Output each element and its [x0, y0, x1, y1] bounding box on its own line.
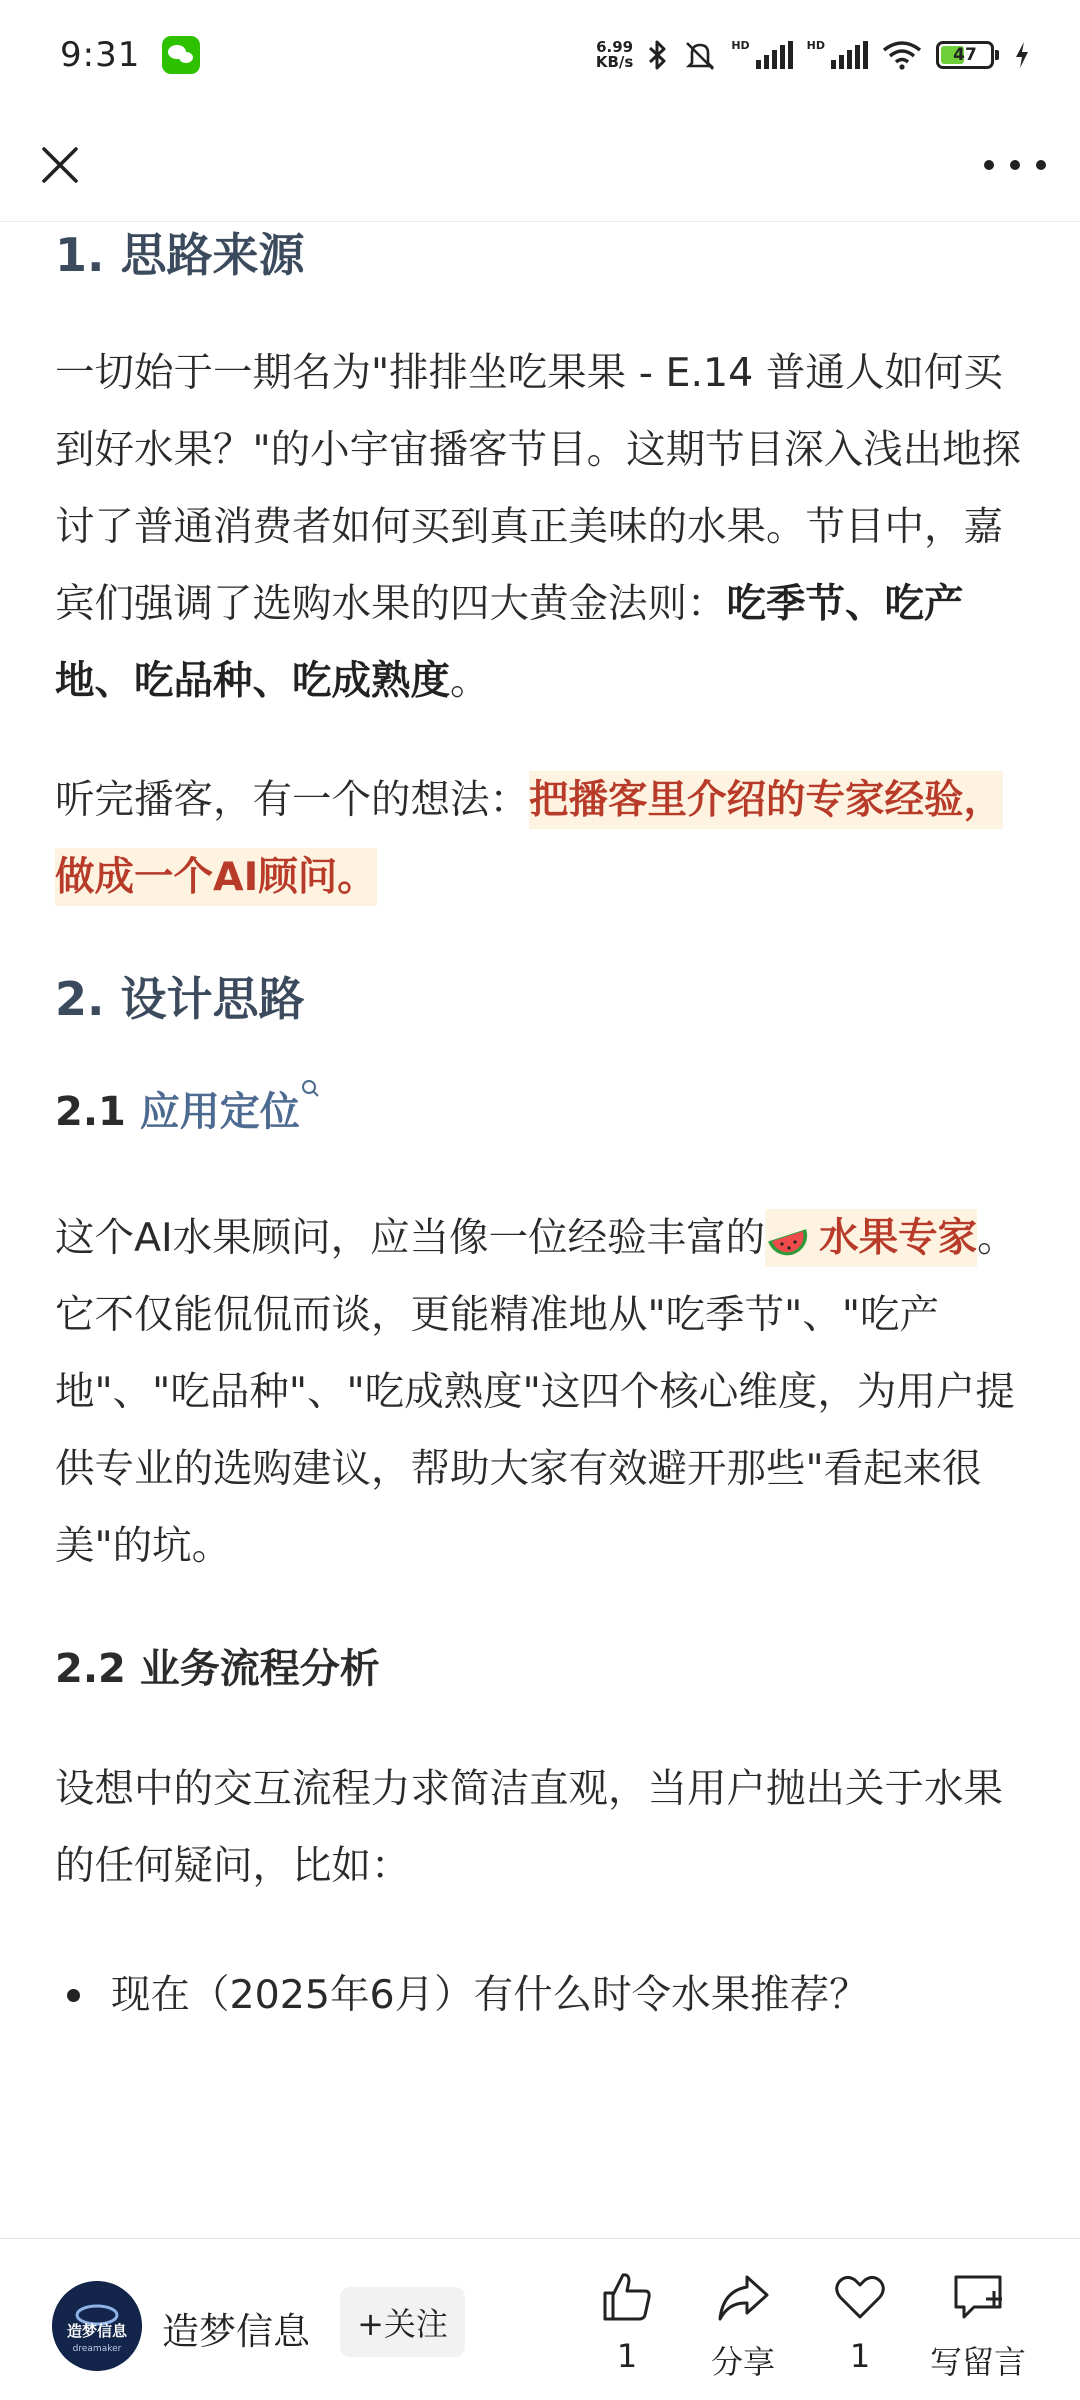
write-comment-label: 写留言	[929, 2343, 1026, 2381]
paragraph-period: 。	[450, 658, 490, 704]
four-golden-rules: 吃季节、吃产地、吃品种、吃成熟度	[55, 581, 964, 704]
subsection-number: 2.1	[55, 1089, 140, 1135]
question-examples-list	[55, 1957, 1025, 2034]
paragraph-positioning-end: 。它不仅能侃侃而谈，更能精准地从"吃季节"、"吃产地"、"吃品种"、"吃成熟度"这四个核心维度，为用户提供专业的选购建议，帮助大家有效避开那些"看起来很美"的坑。	[55, 1215, 1017, 1569]
wifi-icon	[882, 40, 922, 70]
bottom-action-bar	[0, 2238, 1080, 2400]
search-icon[interactable]	[300, 1078, 320, 1106]
battery-icon	[936, 41, 994, 69]
paragraph-podcast-intro-text: 一切始于一期名为"排排坐吃果果 - E.14 普通人如何买到好水果？"的小宇宙播客节目。这期节目深入浅出地探讨了普通消费者如何买到真正美味的水果。节目中，嘉宾们强调了选购水果的四大黄金法则：	[55, 350, 1022, 627]
paragraph-idea	[55, 762, 1025, 916]
share-button[interactable]	[683, 2269, 803, 2383]
hd-label-1: HD	[731, 39, 750, 52]
favorite-button[interactable]	[800, 2269, 920, 2375]
paragraph-positioning-text: 这个AI水果顾问，应当像一位经验丰富的	[55, 1215, 766, 1261]
section-heading-1: 1. 思路来源	[55, 228, 305, 282]
highlight-fruit-expert	[765, 1209, 977, 1267]
fruit-expert-text: 水果专家	[819, 1215, 978, 1261]
status-time: 9:31	[60, 35, 141, 75]
thumbs-up-icon	[599, 2269, 655, 2325]
network-speed-value: 6.99	[596, 38, 634, 56]
paragraph-positioning	[55, 1200, 1025, 1585]
share-icon	[715, 2269, 771, 2325]
wechat-notification-icon	[162, 36, 200, 74]
paragraph-idea-text: 听完播客，有一个的想法：	[55, 777, 529, 823]
top-nav-bar	[0, 110, 1080, 222]
app-positioning-link[interactable]: 应用定位	[139, 1089, 300, 1135]
bluetooth-icon	[647, 39, 669, 71]
subsection-heading-2-2: 2.2 业务流程分析	[55, 1646, 380, 1692]
avatar-subtext: dreamaker	[72, 2344, 122, 2354]
network-speed	[596, 40, 633, 70]
highlight-idea: 把播客里介绍的专家经验，做成一个AI顾问。	[55, 771, 1003, 906]
mute-bell-icon	[683, 39, 717, 71]
subsection-heading-2-1	[55, 1082, 1025, 1142]
paragraph-podcast-intro	[55, 335, 1025, 720]
share-label: 分享	[710, 2343, 775, 2381]
article-body	[55, 222, 1025, 2034]
heart-icon	[832, 2269, 888, 2325]
charging-bolt-icon	[1014, 41, 1030, 69]
section-heading-2: 2. 设计思路	[55, 972, 305, 1026]
hd-label-2: HD	[806, 39, 825, 52]
author-avatar[interactable]	[52, 2281, 142, 2371]
like-count: 1	[616, 2337, 638, 2375]
watermelon-icon	[765, 1217, 813, 1265]
signal-icon-1	[756, 41, 793, 69]
more-options-icon[interactable]	[984, 145, 1046, 185]
status-bar	[0, 0, 1080, 110]
write-comment-button[interactable]	[918, 2269, 1038, 2383]
follow-button[interactable]: +关注	[340, 2287, 465, 2357]
comment-add-icon	[950, 2269, 1006, 2325]
author-name[interactable]: 造梦信息	[162, 2310, 310, 2353]
close-icon[interactable]	[30, 135, 90, 195]
status-icons	[596, 39, 1030, 71]
avatar-text: 造梦信息	[66, 2322, 128, 2340]
network-speed-unit: KB/s	[595, 53, 634, 71]
list-item: 现在（2025年6月）有什么时令水果推荐？	[55, 1957, 1025, 2034]
author-logo	[52, 2281, 142, 2371]
favorite-count: 1	[849, 2337, 871, 2375]
paragraph-flow: 设想中的交互流程力求简洁直观，当用户抛出关于水果的任何疑问，比如：	[55, 1766, 1003, 1889]
like-button[interactable]	[567, 2269, 687, 2375]
battery-level: 47	[953, 45, 977, 65]
signal-icon-2	[831, 41, 868, 69]
